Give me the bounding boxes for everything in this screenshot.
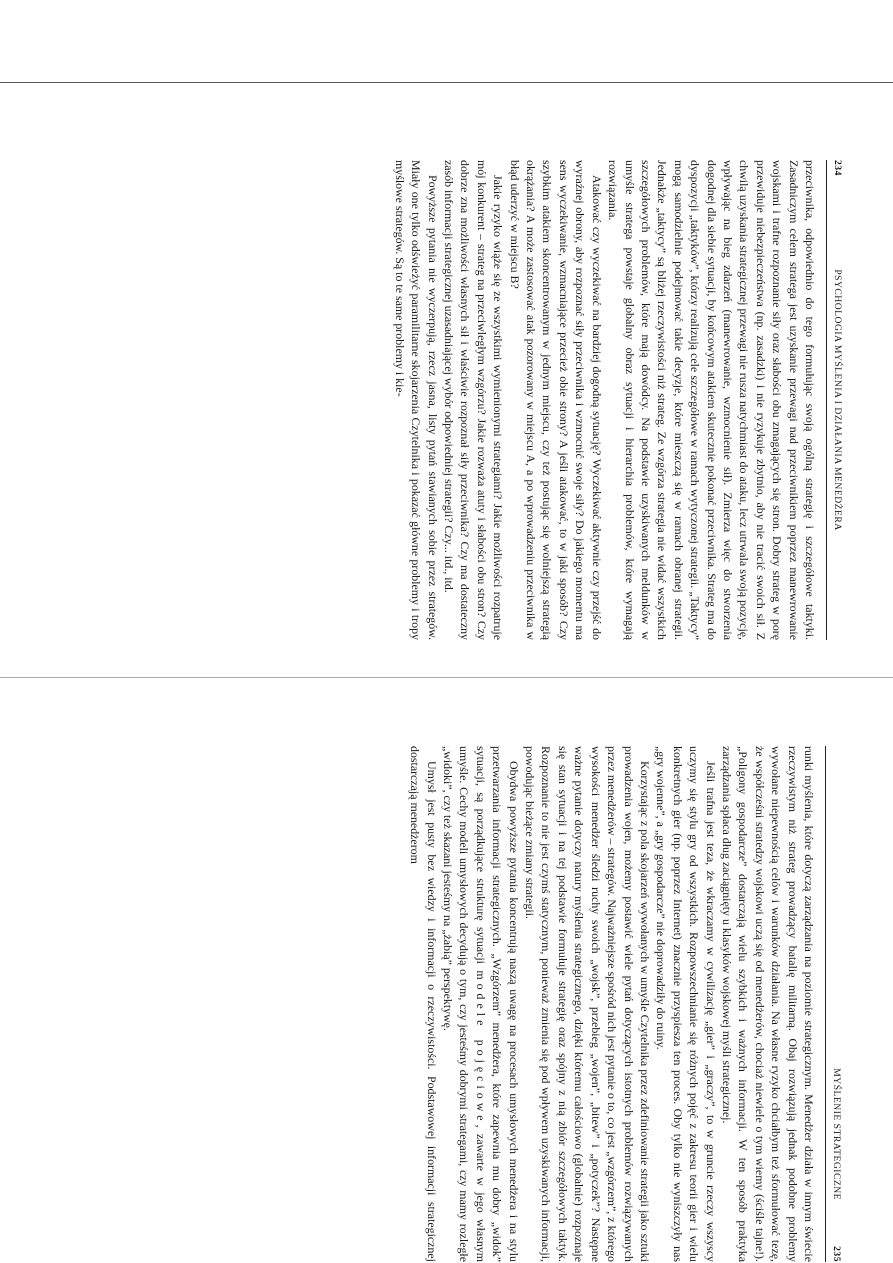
- paragraph: Korzystając z pola skojarzeń wywołanych w umyśle Czytelnika przez zdefiniowanie strategii jako sztuki prowadzenia wojen, możemy postawić wiele pytań dotyczących istotnych problemów rozwiązywanych przez menedżerów – strategów. Najważniejsze spośród nich jest pytanie o to, co jest „wzgórzem”, z którego wysokości menedżer śledzi ruchy swoich „wojsk”, przebieg „wojen”, „bitew” i „potyczek”? Następne ważne pytanie dotyczy natury myślenia strategicznego, dzięki któremu całościowo (globalnie) rozpoznaje się stan sytuacji i na tej podstawie formułuje strategię oraz spójny z nią zbiór szczegółowych taktyk. Rozpoznanie to nie jest czymś statycznym, ponieważ zmienia się pod wpływem uzyskiwanych informacji, powodując bieżące zmiany strategii.: [523, 746, 652, 1262]
- paragraph-text: Obydwa powyższe pytania koncentrują naszą uwagę na procesach umysłowych menedżera i na stylu przetwarzania informacji strategicznych. „Wzgórzem” menedżera, które zapewnia mu dobry „widok” sytuacji, są porządkujące strukturę sytuacji: [473, 746, 521, 1262]
- paragraph: przeciwnika, odpowiednio do tego formułując swoją ogólną strategię i szczegółowe taktyki. Zasadniczym celem stratega jest uzyskanie przewagi nad przeciwnikiem poprzez manewrowanie wojskami i trafne rozpoznanie siły oraz słabości obu zmagających się stron. Dobry strateg w porę przewiduje niebezpieczeństwa (np. zasadzki) i nie ryzykuje zbytnio, aby nie tracić swoich sił. Z chwilą uzyskania strategicznej przewagi nie rusza natychmiast do ataku, lecz utrwala swoją pozycję, wpływając na bieg zdarzeń (manewrowanie, wzmocnienie sił). Zmierza więc do stworzenia dogodnej dla siebie sytuacji, by końcowym atakiem skutecznie pokonać przeciwnika. Strateg ma do dyspozycji „taktyków”, którzy realizują cele szczegółowe w ramach wytyczonej strategii. „Taktycy” mogą samodzielnie podejmować takie decyzje, które mieszczą się w ramach obranej strategii. Jednakże „taktycy” są bliżej rzeczywistości niż strateg. Ze wzgórza strategia nie widać wszystkich szczegółowych problemów, które mają dowódcy. Na podstawie uzyskiwanych meldunków w umyśle stratega powstaje globalny obraz sytuacji i hierarchia problemów, które wymagają rozwiązania.: [606, 160, 817, 640]
- left-book-page: [73, 160, 843, 640]
- page-header: [826, 160, 843, 640]
- right-book-page: [67, 746, 842, 1262]
- scan-edge-line-top: [0, 82, 893, 83]
- paragraph: Jakie ryzyko wiąże się ze wszystkimi wymienionymi strategiami? Jakie możliwości rozpatruje mój konkurent – strateg na przeciwległym wzgórzu? Jakie rozważa atuty i słabości obu stron? Czy dobrze zna możliwości własnych sił i właściwie rozpoznał siły przeciwnika? Czy ma dostateczny zasób informacji strategicznej uzasadniającej wybór odpowiedniej strategii? Czy... itd., itd.: [442, 160, 506, 640]
- scan-edge-line-middle: [0, 677, 893, 678]
- page-body: [391, 160, 818, 640]
- page-number: 234: [832, 160, 843, 176]
- paragraph: Atakować czy wyczekiwać na bardziej dogodną sytuację? Wyczekiwać aktywnie czy przejść do wyraźnej obrony, aby rozpoznać siły przeciwnika i wzmocnić swoje siły? Do jakiego momentu ma sens wyczekiwanie, wzmacniające przecież obie strony? A jeśli atakować, to w jaki sposób? Czy szybkim atakiem skoncentrowanym w jednym miejscu, czy też postując się wolniejszą strategią okrążania? A może zastosować atak pozorowany w miejscu A, a po wprowadzeniu przeciwnika w błąd uderzyć w miejscu B?: [507, 160, 604, 640]
- paragraph: Umysł jest pusty bez wiedzy i informacji o rzeczywistości. Podstawowej informacji strategicznej dostarczają menedżerom: [408, 746, 439, 1262]
- paragraph: Jeśli trafna jest teza, że wkraczamy w cywilizację „gier” i „graczy”, to w gruncie rzeczy wszyscy uczymy się stylu gry od wszystkich. Rozpowszechnianie się różnych pojęć z zakresu teorii gier i wielu konkretnych gier (np. poprzez Internet) znacznie przyspiesza ten proces. Oby tylko nie wyniszczyły nas „gry wojenne”, a „gry gospodarcze” nie doprowadziły do ruiny.: [654, 746, 718, 1262]
- running-head: MYŚLENIE STRATEGICZNE: [831, 1068, 842, 1200]
- paragraph: Powyższe pytania nie wyczerpują, rzecz jasna, listy pytań stawianych sobie przez strategów. Miały one tylko odświeżyć paramilitarne skojarzenia Czytelnika i pokazać główne problemy i tropy myślowe strategów. Są to te same problemy i kie-: [392, 160, 440, 640]
- page-body: [407, 746, 817, 1262]
- spaced-emphasis: modele pojęciowe: [473, 970, 488, 1125]
- page-header: [825, 746, 842, 1262]
- running-head: PSYCHOLOGIA MYŚLENIA I DZIAŁANIA MENEDŻERA: [832, 269, 843, 531]
- paragraph: [440, 746, 522, 1262]
- paragraph-text: , zawarte w jego własnym umyśle. Cechy modeli umysłowych decydują o tym, czy jesteśmy dobrymi strategami, czy mamy rozległe „widoki”, czy też skazani jesteśmy na „żabią” perspektywę.: [441, 746, 488, 1262]
- page-number: 235: [831, 1246, 842, 1262]
- paragraph: runki myślenia, które dotyczą zarządzania na poziomie strategicznym. Menedżer działa w innym świecie rzeczywistym niż strateg prowadzący batalię militarną. Obaj rozwiązują jednak podobne problemy wywołane niepewnością celów i warunków działania. Na własne ryzyko chciałbym też sformułować tezę, że współcześni stratedzy wojskowi uczą się od menedżerów, chociaż niewiele o tym wiemy (ściśle tajne!). „Poligony gospodarcze” dostarczają wielu szybkich i ważnych informacji. W ten sposób praktyka zarządzania spłaca dług zaciągnięty u klasyków wojskowej myśli strategicznej.: [719, 746, 816, 1262]
